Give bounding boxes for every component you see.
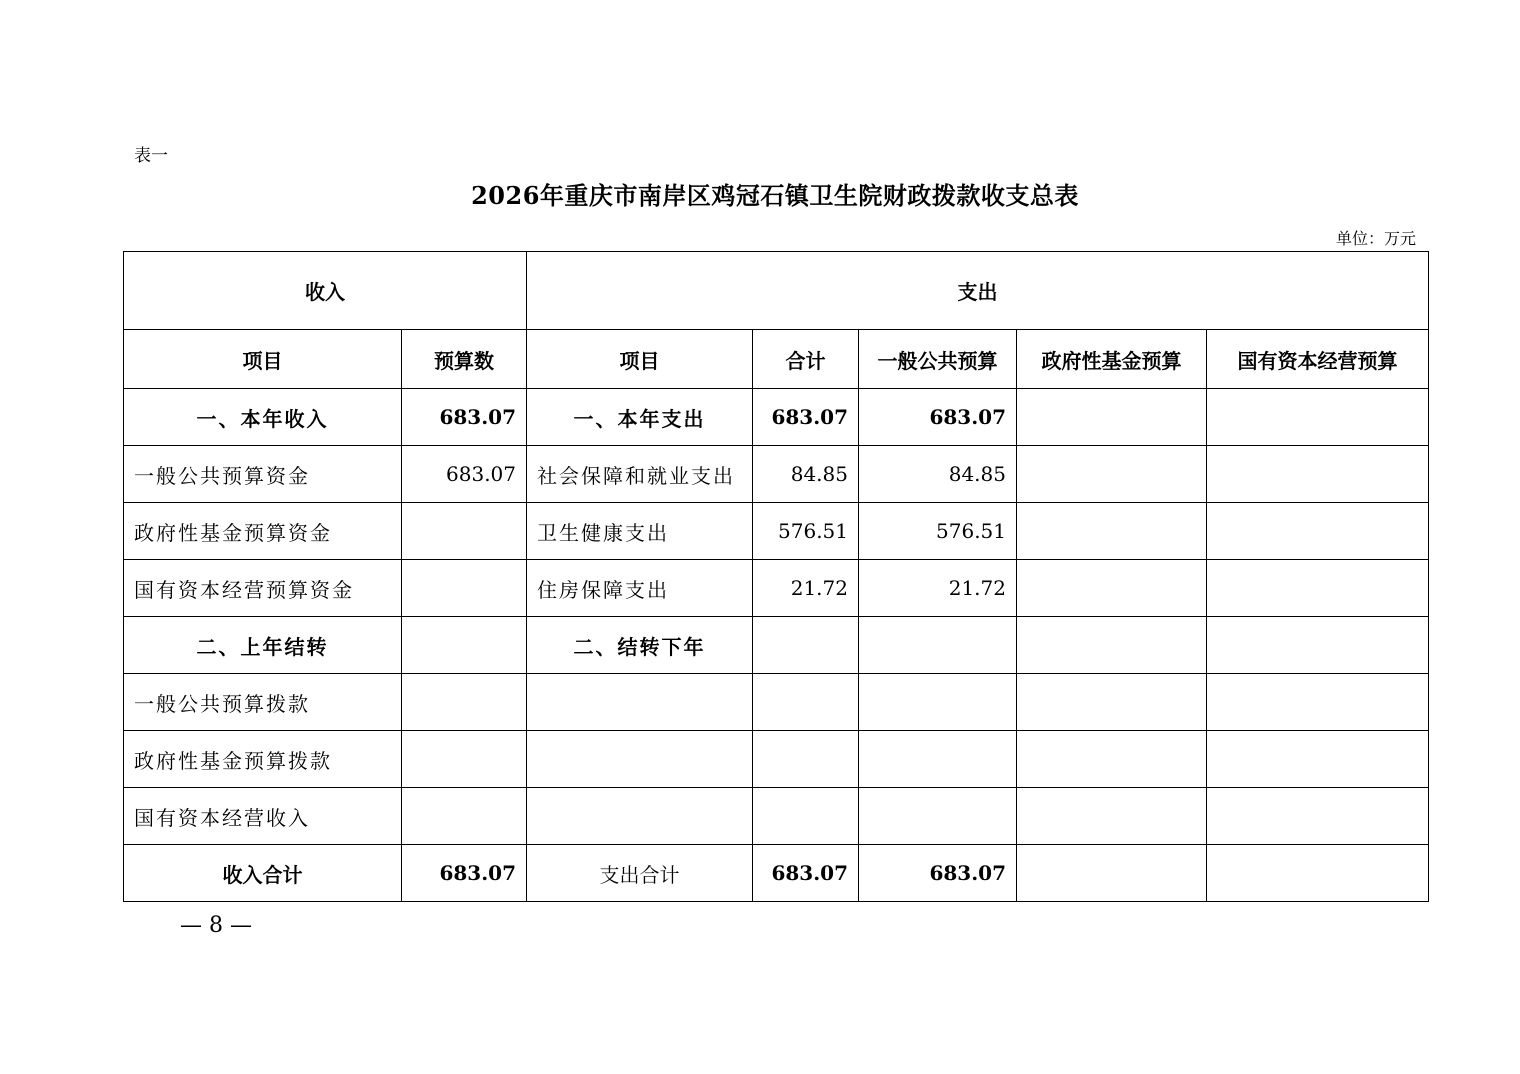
budget-amount-header: 预算数: [402, 330, 527, 389]
gov-fund-budget-cell: [1017, 560, 1207, 617]
gov-fund-budget-header: 政府性基金预算: [1017, 330, 1207, 389]
table-row: [124, 446, 1429, 503]
table-row: [124, 389, 1429, 446]
expenditure-item-cell: 社会保障和就业支出: [527, 446, 753, 503]
table-row: [124, 560, 1429, 617]
table-label: 表一: [134, 146, 168, 166]
total-cell: 21.72: [753, 560, 859, 617]
income-amount-cell: 683.07: [402, 845, 527, 902]
state-capital-budget-cell: [1207, 389, 1429, 446]
state-capital-budget-cell: [1207, 503, 1429, 560]
table-row: [124, 617, 1429, 674]
general-public-budget-cell: 576.51: [859, 503, 1017, 560]
general-public-budget-header: 一般公共预算: [859, 330, 1017, 389]
income-item-cell: 国有资本经营收入: [124, 788, 402, 845]
general-public-budget-cell: 21.72: [859, 560, 1017, 617]
total-cell: 576.51: [753, 503, 859, 560]
state-capital-budget-cell: [1207, 845, 1429, 902]
gov-fund-budget-cell: [1017, 617, 1207, 674]
unit-label: 单位：万元: [1335, 229, 1416, 248]
table-row: [124, 674, 1429, 731]
income-total-label: 收入合计: [124, 845, 402, 902]
income-item-cell: 一般公共预算资金: [124, 446, 402, 503]
expenditure-item-cell: 住房保障支出: [527, 560, 753, 617]
budget-summary-table: [123, 251, 1429, 902]
total-cell: [753, 788, 859, 845]
table-row: [124, 731, 1429, 788]
gov-fund-budget-cell: [1017, 389, 1207, 446]
state-capital-budget-cell: [1207, 731, 1429, 788]
expenditure-item-cell: 卫生健康支出: [527, 503, 753, 560]
state-capital-budget-cell: [1207, 617, 1429, 674]
group-header-row: [124, 252, 1429, 330]
total-cell: [753, 617, 859, 674]
general-public-budget-cell: 84.85: [859, 446, 1017, 503]
state-capital-budget-header: 国有资本经营预算: [1207, 330, 1429, 389]
expenditure-item-cell: 二、结转下年: [527, 617, 753, 674]
income-item-cell: 政府性基金预算拨款: [124, 731, 402, 788]
state-capital-budget-cell: [1207, 674, 1429, 731]
total-cell: 683.07: [753, 845, 859, 902]
expenditure-item-cell: [527, 731, 753, 788]
expenditure-item-cell: [527, 788, 753, 845]
general-public-budget-cell: [859, 788, 1017, 845]
general-public-budget-cell: [859, 617, 1017, 674]
state-capital-budget-cell: [1207, 446, 1429, 503]
gov-fund-budget-cell: [1017, 503, 1207, 560]
page-number: — 8 —: [180, 913, 252, 938]
income-item-cell: 二、上年结转: [124, 617, 402, 674]
total-cell: [753, 731, 859, 788]
expenditure-header: 支出: [527, 252, 1429, 330]
income-amount-cell: [402, 503, 527, 560]
expenditure-item-header: 项目: [527, 330, 753, 389]
gov-fund-budget-cell: [1017, 674, 1207, 731]
state-capital-budget-cell: [1207, 560, 1429, 617]
income-item-cell: 政府性基金预算资金: [124, 503, 402, 560]
general-public-budget-cell: [859, 674, 1017, 731]
income-amount-cell: 683.07: [402, 446, 527, 503]
total-cell: 683.07: [753, 389, 859, 446]
total-cell: 84.85: [753, 446, 859, 503]
income-amount-cell: [402, 788, 527, 845]
total-cell: [753, 674, 859, 731]
income-item-cell: 一般公共预算拨款: [124, 674, 402, 731]
state-capital-budget-cell: [1207, 788, 1429, 845]
income-amount-cell: [402, 560, 527, 617]
document-title: 2026年重庆市南岸区鸡冠石镇卫生院财政拨款收支总表: [471, 181, 1079, 210]
expenditure-total-label: 支出合计: [527, 845, 753, 902]
gov-fund-budget-cell: [1017, 845, 1207, 902]
expenditure-item-cell: [527, 674, 753, 731]
gov-fund-budget-cell: [1017, 788, 1207, 845]
income-amount-cell: 683.07: [402, 389, 527, 446]
income-item-cell: 一、本年收入: [124, 389, 402, 446]
table-row: [124, 788, 1429, 845]
gov-fund-budget-cell: [1017, 731, 1207, 788]
general-public-budget-cell: [859, 731, 1017, 788]
income-header: 收入: [124, 252, 527, 330]
income-amount-cell: [402, 731, 527, 788]
income-amount-cell: [402, 674, 527, 731]
income-item-cell: 国有资本经营预算资金: [124, 560, 402, 617]
table-row: [124, 503, 1429, 560]
income-amount-cell: [402, 617, 527, 674]
gov-fund-budget-cell: [1017, 446, 1207, 503]
table-row: [124, 845, 1429, 902]
general-public-budget-cell: 683.07: [859, 389, 1017, 446]
expenditure-item-cell: 一、本年支出: [527, 389, 753, 446]
total-header: 合计: [753, 330, 859, 389]
general-public-budget-cell: 683.07: [859, 845, 1017, 902]
income-item-header: 项目: [124, 330, 402, 389]
column-header-row: [124, 330, 1429, 389]
